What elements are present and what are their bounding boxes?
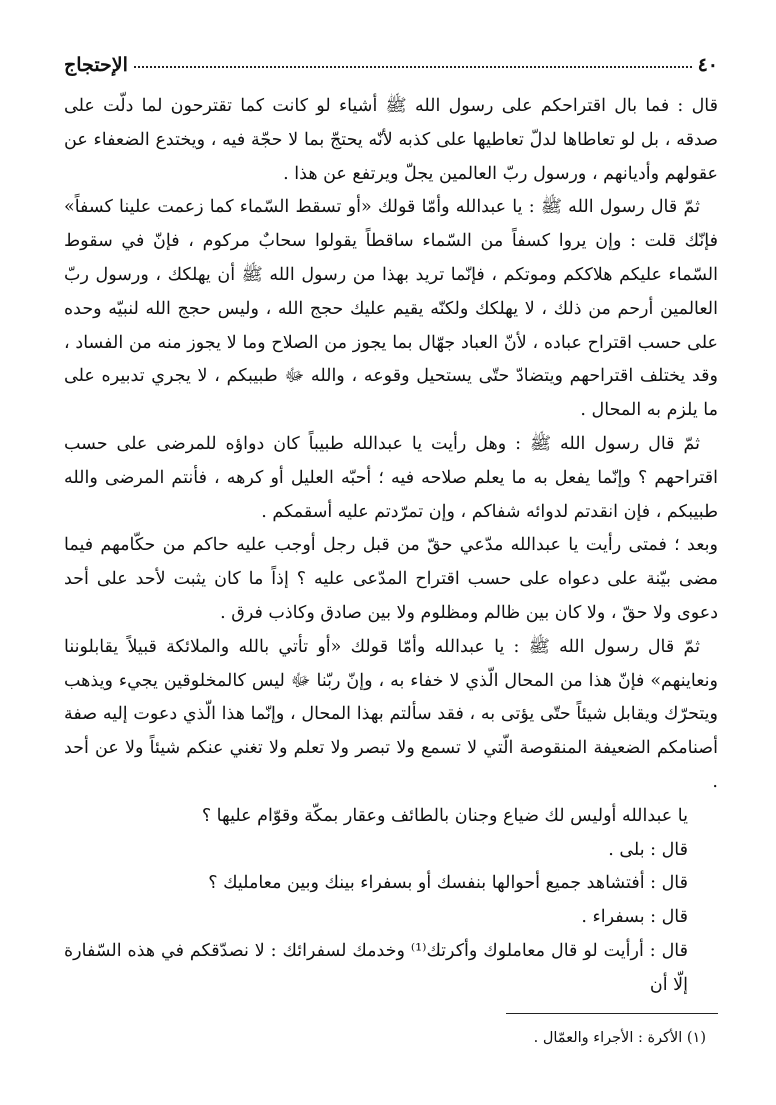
page-header — [64, 40, 718, 76]
paragraph: وبعد ؛ فمتى رأيت يا عبدالله مدّعي حقّ من قبل رجل أوجب عليه حاكم من حكّامهم فيما مضى بيّنة على دعواه على حسب اقتراح المدّعى عليه ؟ إذاً ما كان يثبت لأحد على أحد دعوى ولا حقّ ، ولا كان بين ظالم ومظلوم ولا بين صادق وكاذب فرق . — [64, 535, 718, 623]
paragraph: قال : فما بال اقتراحكم على رسول الله ﷺ أشياء لو كانت كما تقترحون لما دلّت على صدقه ، بل لو تعاطاها لدلّ تعاطيها على كذبه لأنّه يحتجّ بما لا حجّة فيه ، ويختدع الضعفاء عن عقولهم وأديانهم ، ورسول ربّ العالمين يجلّ ويرتفع عن هذا . — [64, 96, 718, 184]
paragraph: قال : أفتشاهد جميع أحوالها بنفسك أو بسفراء بينك وبين معامليك ؟ — [208, 873, 688, 894]
page-number: ٤٠ — [697, 54, 718, 76]
paragraph: قال : أرأيت لو قال معاملوك وأكرتك⁽¹⁾ وخدمك لسفرائك : لا نصدّقكم في هذه السّفارة إلّا أن — [64, 940, 688, 995]
paragraph: ثمّ قال رسول الله ﷺ : يا عبدالله وأمّا قولك «أو تسقط السّماء كما زعمت علينا كسفاً» فإنّك قلت : وإن يروا كسفاً من السّماء ساقطاً يقولوا سحابٌ مركوم ، فإنّ في سقوط السّماء عليكم هلاككم وموتكم ، فإنّما تريد بهذا من رسول الله ﷺ أن يهلكك ، ورسول ربّ العالمين أرحم من ذلك ، لا يهلكك ولكنّه يقيم عليك حجج الله ، وليس حجج الله لنبيّه وحده على حسب اقتراح عباده ، لأنّ العباد جهّال بما يجوز من الصلاح وما لا يجوز منه من الفساد ، وقد يختلف اقتراحهم ويتضادّ حتّى يستحيل وقوعه ، والله ﷻ طبيبكم ، لا يجري تدبيره على ما يلزم به المحال . — [64, 197, 718, 421]
paragraph: يا عبدالله أوليس لك ضياع وجنان بالطائف وعقار بمكّة وقوّام عليها ؟ — [201, 805, 688, 826]
footnote-divider — [506, 1013, 718, 1014]
paragraph: ثمّ قال رسول الله ﷺ : يا عبدالله وأمّا قولك «أو تأتي بالله والملائكة قبيلاً يقابلوننا ونعاينهم» فإنّ هذا من المحال الّذي لا خفاء به ، وإنّ ربّنا ﷻ ليس كالمخلوقين يجيء ويذهب ويتحرّك ويقابل شيئاً حتّى يؤتى به ، فقد سألتم بهذا المحال ، وإنّما هذا الّذي دعوت إليه صفة أصنامكم الضعيفة المنقوصة الّتي لا تسمع ولا تبصر ولا تعلم ولا تغني عنكم شيئاً ولا عن أحد . — [64, 636, 718, 792]
paragraph: قال : بلى . — [608, 839, 688, 860]
header-dotted-leader — [134, 65, 692, 68]
running-title: الإحتجاج — [64, 54, 128, 76]
paragraph: قال : بسفراء . — [581, 907, 688, 928]
footnote: (١) الأكرة : الأجراء والعمّال . — [533, 1030, 706, 1046]
paragraph: ثمّ قال رسول الله ﷺ : وهل رأيت يا عبدالله طبيباً كان دواؤه للمرضى على حسب اقتراحهم ؟ وإنّما يفعل به ما يعلم صلاحه فيه ؛ أحبّه العليل أو كرهه ، فأنتم المرضى والله طبيبكم ، فإن انقدتم لدوائه شفاكم ، وإن تمرّدتم عليه أسقمكم . — [64, 433, 718, 522]
body-text — [64, 90, 718, 1003]
